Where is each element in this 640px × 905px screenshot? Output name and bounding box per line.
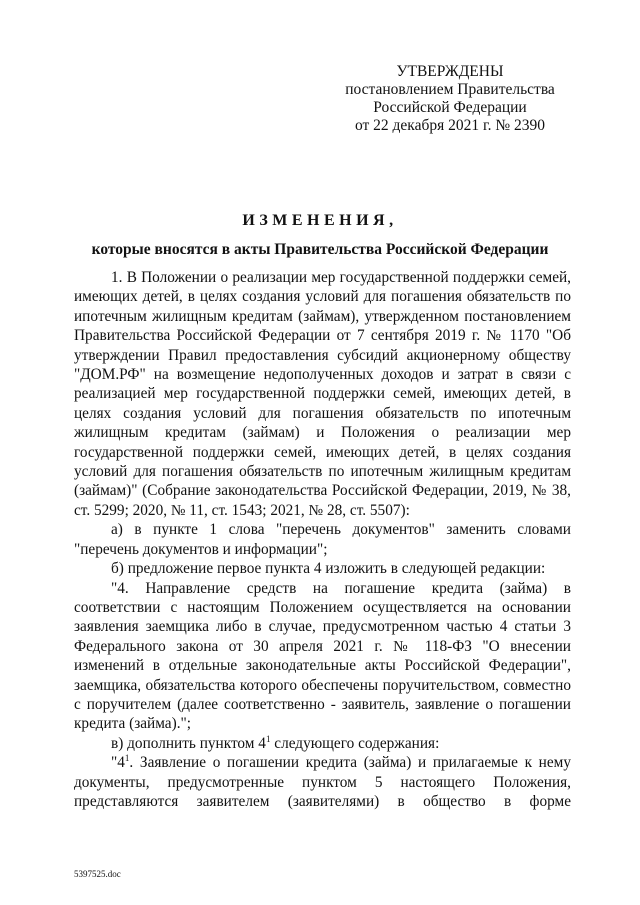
paragraph-v-text: в) дополнить пунктом 4 [111, 734, 266, 752]
approval-line: постановлением Правительства [345, 81, 555, 98]
approval-heading: УТВЕРЖДЕНЫ [396, 63, 504, 80]
paragraph-1: 1. В Положении о реализации мер государственной поддержки семей, имеющих детей, в целях создания условий для погашения обязательств по ипотечным жилищным кредитам (займам), утвержденном постановлением Правительства Российской Федерации от 7 сентября 2019 г. № 1170 "Об утверждении Правил предоставления субсидий акционерному обществу "ДОМ.РФ" на возмещение недополученных доходов и затрат в связи с реализацией мер государственной поддержки семей, имеющих детей, в целях создания условий для погашения обязательств по ипотечным жилищным кредитам (займам) и Положения о реализации мер государственной поддержки семей, имеющих детей, в целях создания условий для погашения обязательств по ипотечным жилищным кредитам (займам)" (Собрание законодательства Российской Федерации, 2019, № 38, ст. 5299; 2020, № 11, ст. 1543; 2021, № 28, ст. 5507): [74, 269, 571, 519]
paragraph-quote-4: "4. Направление средств на погашение кредита (займа) в соответствии с настоящим Положением осуществляется на основании заявления заемщика либо в случае, предусмотренном частью 4 статьи 3 Федерального закона от 30 апреля 2021 г. № 118-ФЗ "О внесении изменений в отдельные законодательные акты Российской Федерации", заемщика, обязательства которого обеспечены поручительством, совместно с поручителем (далее соответственно - заявитель, заявление о погашении кредита (займа)."; [74, 579, 571, 733]
approval-line: Российской Федерации [373, 99, 527, 116]
paragraph-v-text-end: следующего содержания: [270, 734, 440, 752]
document-header [60, 212, 580, 259]
document-title: ИЗМЕНЕНИЯ, [242, 212, 398, 229]
document-subtitle: которые вносятся в акты Правительства Российской Федерации [91, 241, 549, 258]
file-name-footer: 5397525.doc [74, 869, 121, 879]
paragraph-b: б) предложение первое пункта 4 изложить в следующей редакции: [111, 560, 546, 578]
approval-date-number: от 22 декабря 2021 г. № 2390 [354, 117, 546, 134]
paragraph-v [74, 734, 571, 753]
superscript: 1 [124, 753, 130, 764]
document-body [74, 268, 571, 811]
superscript: 1 [265, 733, 271, 744]
paragraph-text-end: . Заявление о погашении кредита (займа) и прилагаемые к нему документы, предусмотренные пунктом 5 настоящего Положения, представляются заявителем (заявителями) в общество в форме [74, 754, 571, 810]
paragraph-text: "4 [111, 754, 125, 772]
paragraph-a: а) в пункте 1 слова "перечень документов" заменить словами "перечень документов и информации"; [74, 521, 571, 558]
approval-stamp [335, 63, 565, 135]
paragraph-quote-4-1 [74, 753, 571, 811]
